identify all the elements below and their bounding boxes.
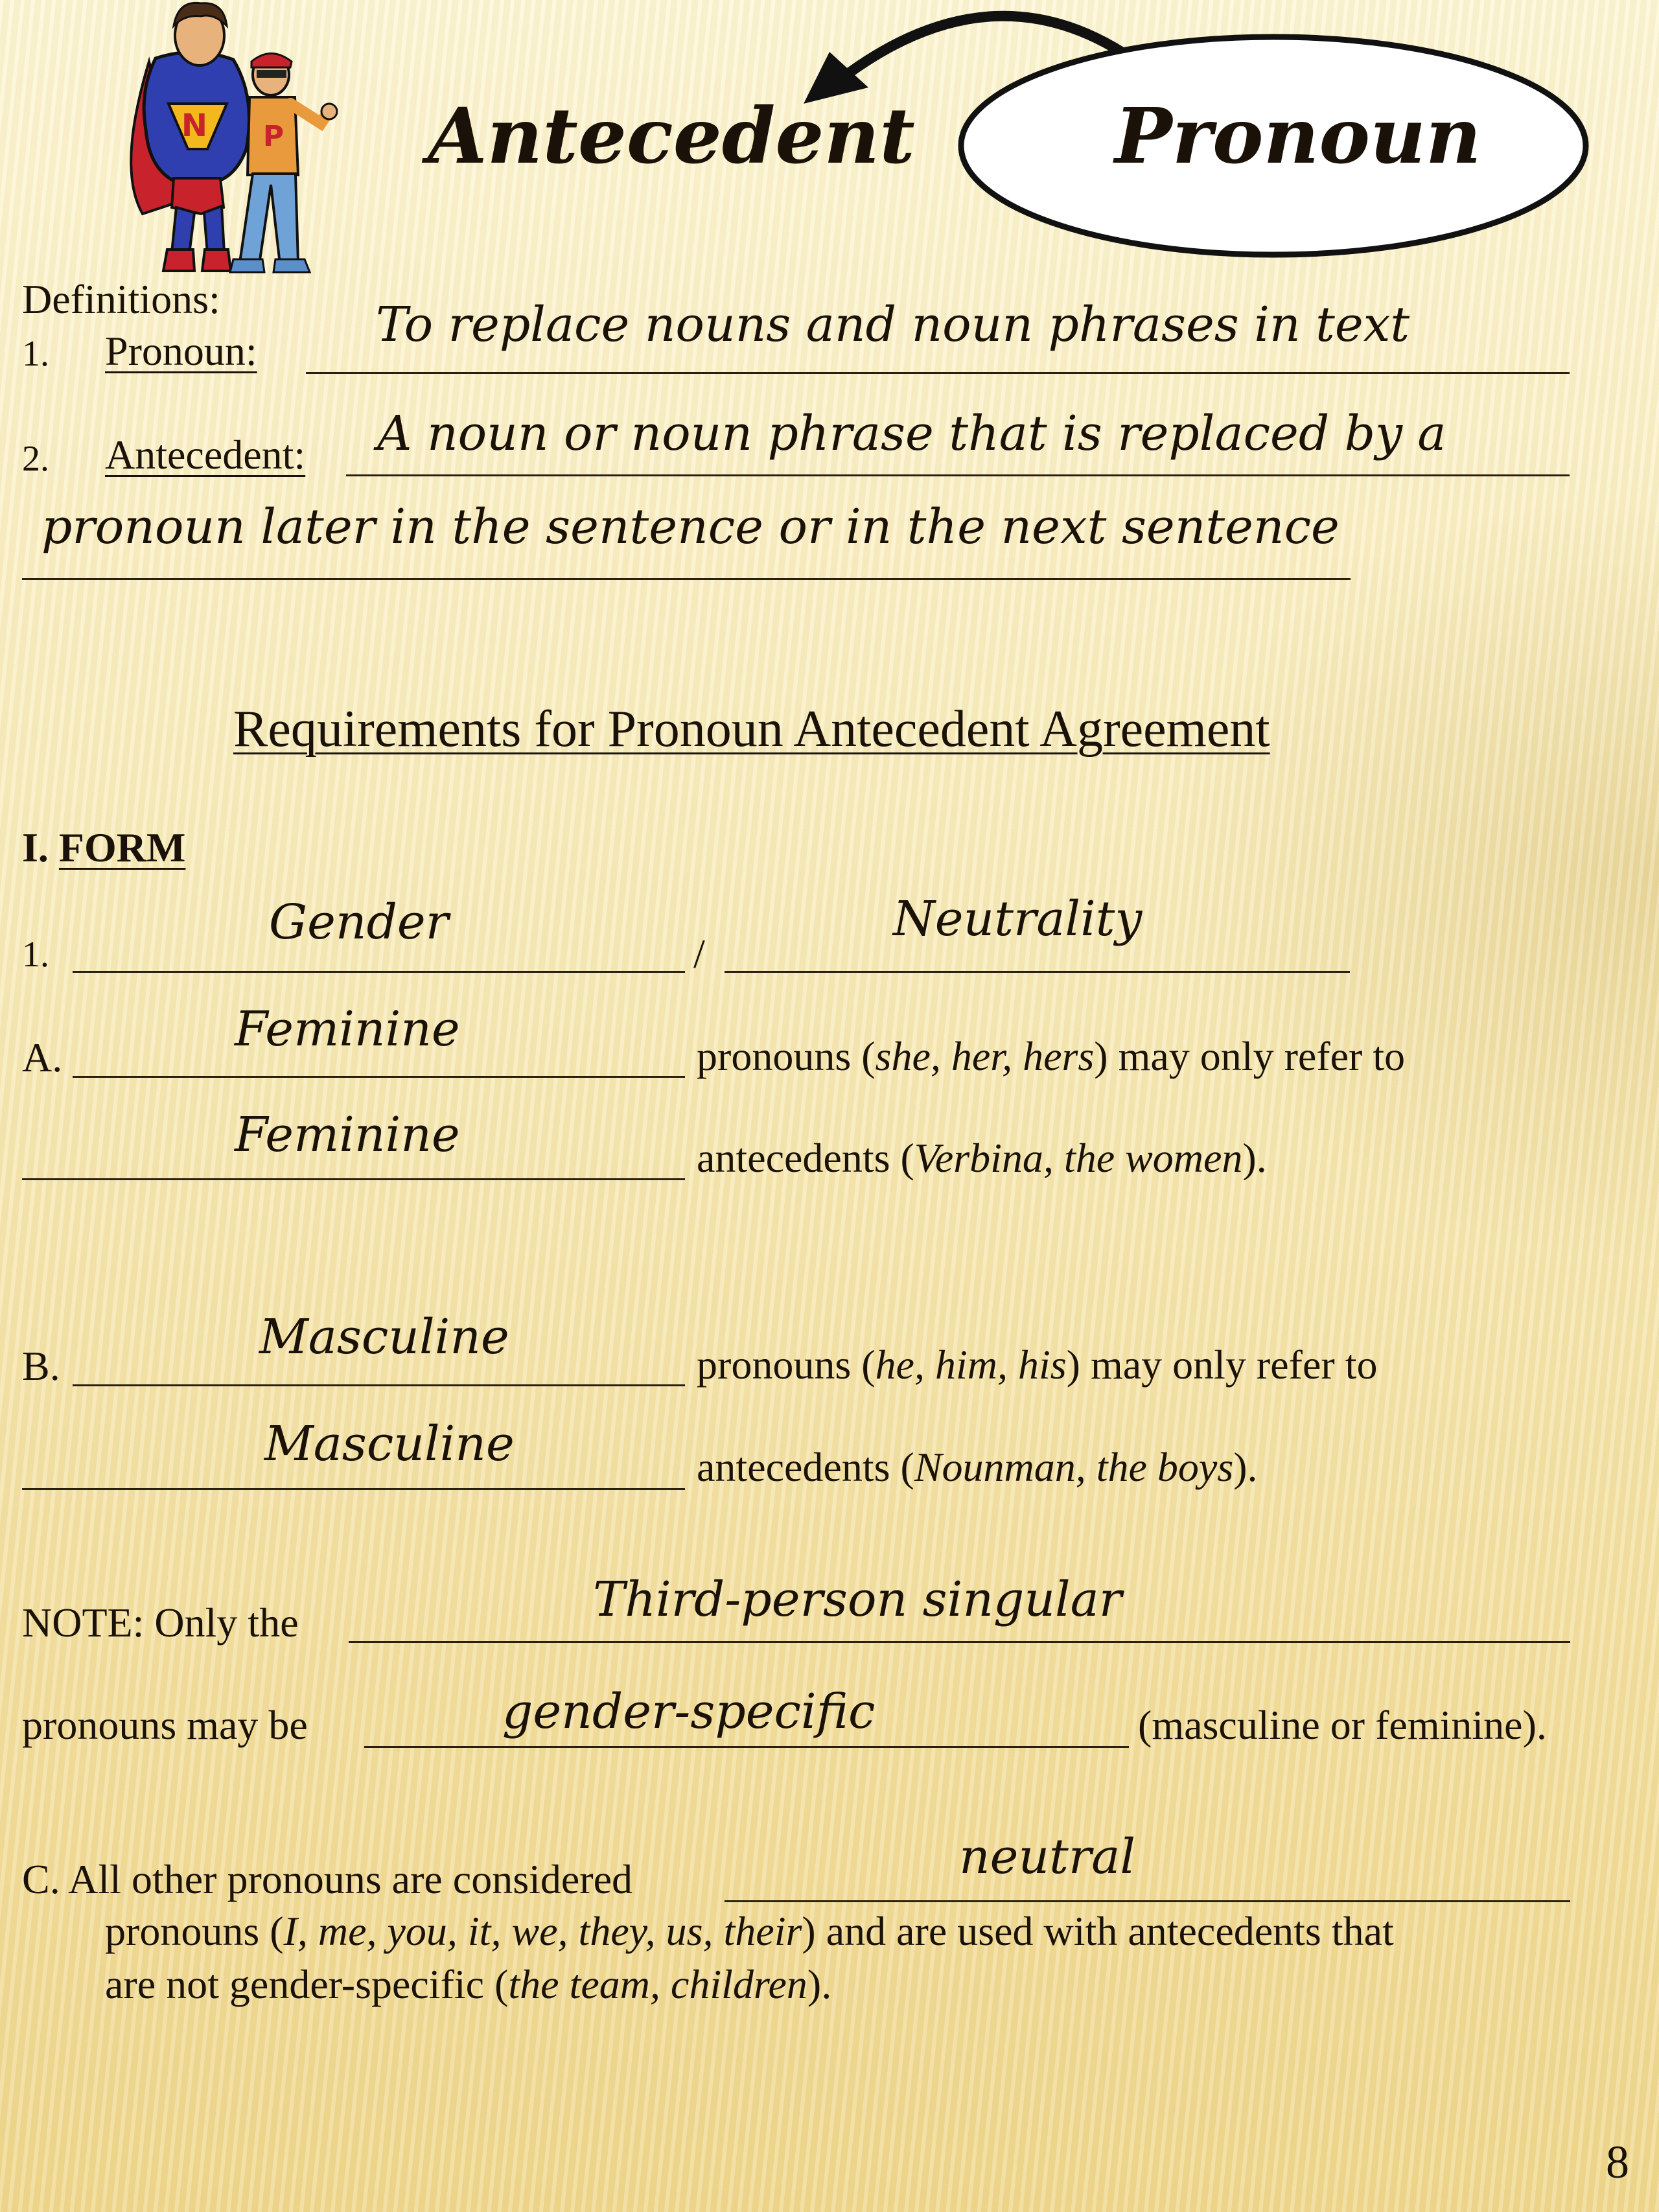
item-b-blank-2 bbox=[22, 1488, 685, 1490]
note-answer-2: gender-specific bbox=[502, 1684, 876, 1740]
item-c-answer: neutral bbox=[959, 1829, 1136, 1885]
item-a-answer-2: Feminine bbox=[235, 1107, 460, 1163]
definition-1-answer: To replace nouns and noun phrases in text bbox=[376, 297, 1410, 353]
section-number: I. bbox=[22, 824, 49, 870]
item-a-text-1-post: ) may only refer to bbox=[1094, 1033, 1406, 1079]
item-b-text-2 bbox=[697, 1444, 1258, 1490]
item-a-text-2-examples: Verbina, the women bbox=[914, 1135, 1243, 1181]
item-c-line3 bbox=[105, 1961, 832, 2007]
note-answer-1: Third-person singular bbox=[593, 1572, 1122, 1627]
hero-emblem-letter: N bbox=[181, 108, 208, 144]
definitions-heading: Definitions: bbox=[22, 276, 220, 322]
definition-2-blank-2 bbox=[22, 578, 1351, 580]
item-c-line2 bbox=[105, 1908, 1394, 1954]
item-a-text-1 bbox=[697, 1033, 1406, 1079]
item-a-label: A. bbox=[22, 1034, 63, 1080]
definition-1-number: 1. bbox=[22, 334, 49, 374]
note-line2-pre: pronouns may be bbox=[22, 1702, 308, 1748]
item-c-line3-examples: the team, children bbox=[508, 1961, 807, 2007]
definition-2-answer-line1: A noun or noun phrase that is replaced by a bbox=[377, 406, 1446, 461]
item-b-text-1-post: ) may only refer to bbox=[1066, 1342, 1378, 1388]
item-c-line3-pre: are not gender-specific ( bbox=[105, 1961, 509, 2007]
definition-1-blank bbox=[306, 372, 1570, 374]
definition-2-blank-1 bbox=[346, 474, 1570, 476]
item-b-label: B. bbox=[22, 1343, 60, 1389]
item-1-blank-a bbox=[73, 971, 685, 973]
mascot-illustration bbox=[104, 0, 363, 279]
item-b-blank-1 bbox=[73, 1384, 685, 1386]
item-a-text-2-post: ). bbox=[1242, 1135, 1267, 1181]
note-blank-1 bbox=[349, 1641, 1570, 1643]
definition-1-label: Pronoun: bbox=[105, 328, 257, 374]
item-b-text-1 bbox=[697, 1344, 1377, 1386]
item-c-line1: C. All other pronouns are considered bbox=[22, 1856, 632, 1902]
note-prefix: NOTE: Only the bbox=[22, 1600, 299, 1646]
item-b-answer-1: Masculine bbox=[259, 1309, 509, 1365]
page-number: 8 bbox=[1606, 2136, 1629, 2188]
item-a-blank-1 bbox=[73, 1076, 685, 1078]
definition-2-label: Antecedent: bbox=[105, 432, 306, 478]
item-b-text-1-pre: pronouns ( bbox=[697, 1342, 876, 1388]
item-1-number: 1. bbox=[22, 935, 49, 975]
item-a-text-2 bbox=[697, 1137, 1267, 1179]
item-a-text-2-pre: antecedents ( bbox=[697, 1135, 914, 1181]
pronoun-title: Pronoun bbox=[1115, 91, 1481, 181]
section-title: FORM bbox=[58, 824, 186, 870]
item-a-text-1-pre: pronouns ( bbox=[697, 1033, 876, 1079]
note-line2-post: (masculine or feminine). bbox=[1138, 1702, 1547, 1748]
note-blank-2 bbox=[364, 1746, 1129, 1748]
item-1-slash: / bbox=[693, 931, 705, 977]
item-c-line2-post: ) and are used with antecedents that bbox=[802, 1908, 1394, 1954]
definition-2-answer-line2: pronoun later in the sentence or in the next sentence bbox=[41, 499, 1340, 555]
section-heading bbox=[22, 824, 186, 870]
item-b-answer-2: Masculine bbox=[264, 1416, 515, 1472]
sidekick-emblem-letter: P bbox=[262, 120, 284, 153]
item-c-line2-pre: pronouns ( bbox=[105, 1908, 284, 1954]
antecedent-title: Antecedent bbox=[428, 91, 915, 181]
item-b-text-2-pre: antecedents ( bbox=[697, 1444, 914, 1490]
item-a-answer-1: Feminine bbox=[235, 1001, 460, 1057]
item-b-text-2-post: ). bbox=[1233, 1444, 1258, 1490]
item-c-blank bbox=[725, 1900, 1570, 1902]
item-a-text-1-examples: she, her, hers bbox=[875, 1033, 1095, 1079]
item-1-answer-gender: Gender bbox=[269, 894, 449, 950]
item-c-line3-post: ). bbox=[807, 1961, 832, 2007]
requirements-title: Requirements for Pronoun Antecedent Agreement bbox=[233, 701, 1270, 758]
item-b-text-2-examples: Nounman, the boys bbox=[914, 1444, 1234, 1490]
item-1-blank-b bbox=[725, 971, 1350, 973]
item-c-line2-examples: I, me, you, it, we, they, us, their bbox=[283, 1908, 802, 1954]
item-b-text-1-examples: he, him, his bbox=[875, 1342, 1067, 1388]
definition-2-number: 2. bbox=[22, 439, 49, 479]
item-1-answer-neutrality: Neutrality bbox=[893, 891, 1143, 947]
item-a-blank-2 bbox=[22, 1178, 685, 1180]
